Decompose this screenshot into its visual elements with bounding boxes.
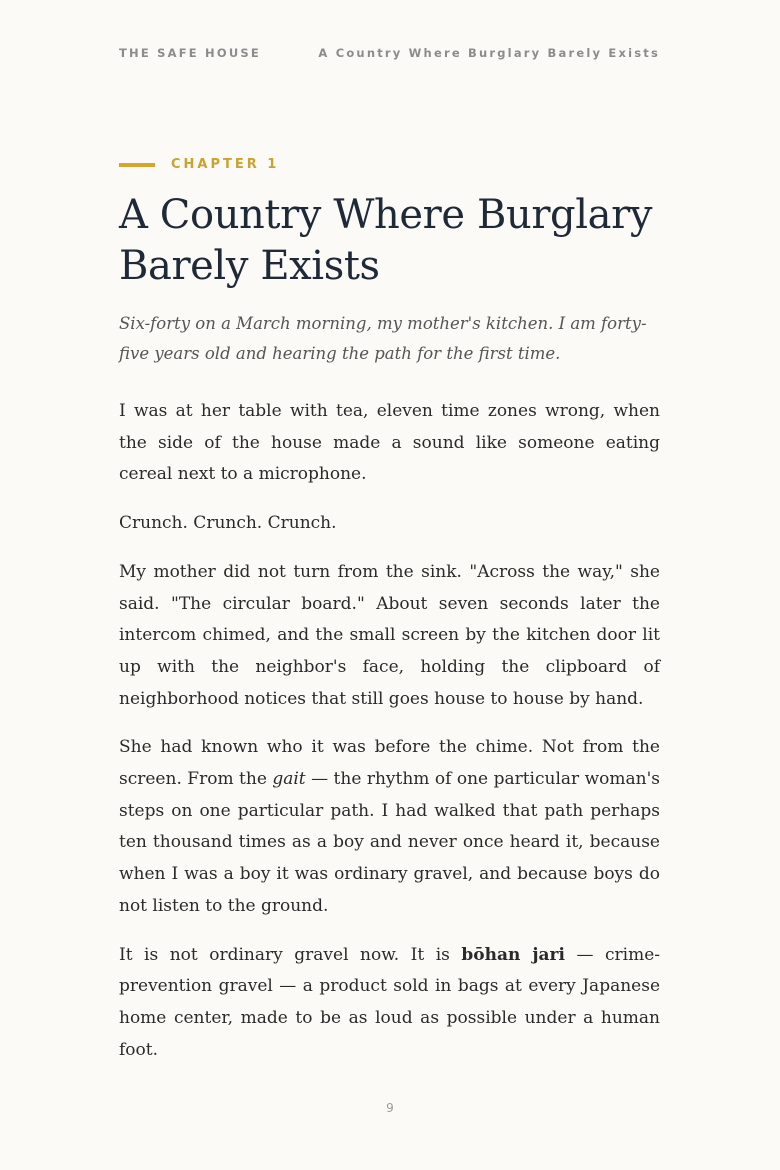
page-number: 9: [386, 1101, 394, 1115]
paragraph-5: [119, 940, 660, 1067]
running-head: [119, 46, 660, 60]
chapter-body: [119, 396, 660, 1083]
paragraph-4-text-b: — the rhythm of one particular woman's steps on one particular path. I had walked that path perhaps ten thousand times as a boy and never once heard it, because when I was a boy it was ordinary gravel, and because boys do not listen to the ground.: [119, 769, 660, 916]
paragraph-3: My mother did not turn from the sink. "Across the way," she said. "The circular board." About seven seconds later the intercom chimed, and the small screen by the kitchen door lit up with the neighbor's face, holding the clipboard of neighborhood notices that still goes house to house by hand.: [119, 561, 660, 709]
paragraph-5-text-b: — crime-prevention gravel — a product sold in bags at every Japanese home center, made to be as loud as possible under a human foot.: [119, 944, 660, 1060]
paragraph-4-text-a: She had known who it was before the chime. Not from the screen. From the: [119, 737, 660, 790]
paragraph-2: Crunch. Crunch. Crunch.: [119, 513, 337, 534]
running-head-chapter-title: A Country Where Burglary Barely Exists: [318, 46, 660, 60]
chapter-number: CHAPTER 1: [171, 157, 280, 172]
paragraph-4-emphasis: gait: [272, 769, 306, 790]
running-head-book-title: THE SAFE HOUSE: [119, 46, 261, 60]
chapter-title: A Country Where Burglary Barely Exists: [119, 192, 653, 289]
chapter-label: [119, 157, 279, 172]
chapter-subtitle: Six-forty on a March morning, my mother's kitchen. I am forty-five years old and hearing the path for the first time.: [119, 314, 647, 363]
chapter-accent-rule: [119, 163, 155, 167]
paragraph-5-term: bōhan jari: [461, 944, 565, 965]
paragraph-4: [119, 732, 660, 922]
paragraph-5-text-a: It is not ordinary gravel now. It is: [119, 944, 462, 965]
paragraph-1: I was at her table with tea, eleven time zones wrong, when the side of the house made a sound like someone eating cereal next to a microphone.: [119, 401, 660, 485]
